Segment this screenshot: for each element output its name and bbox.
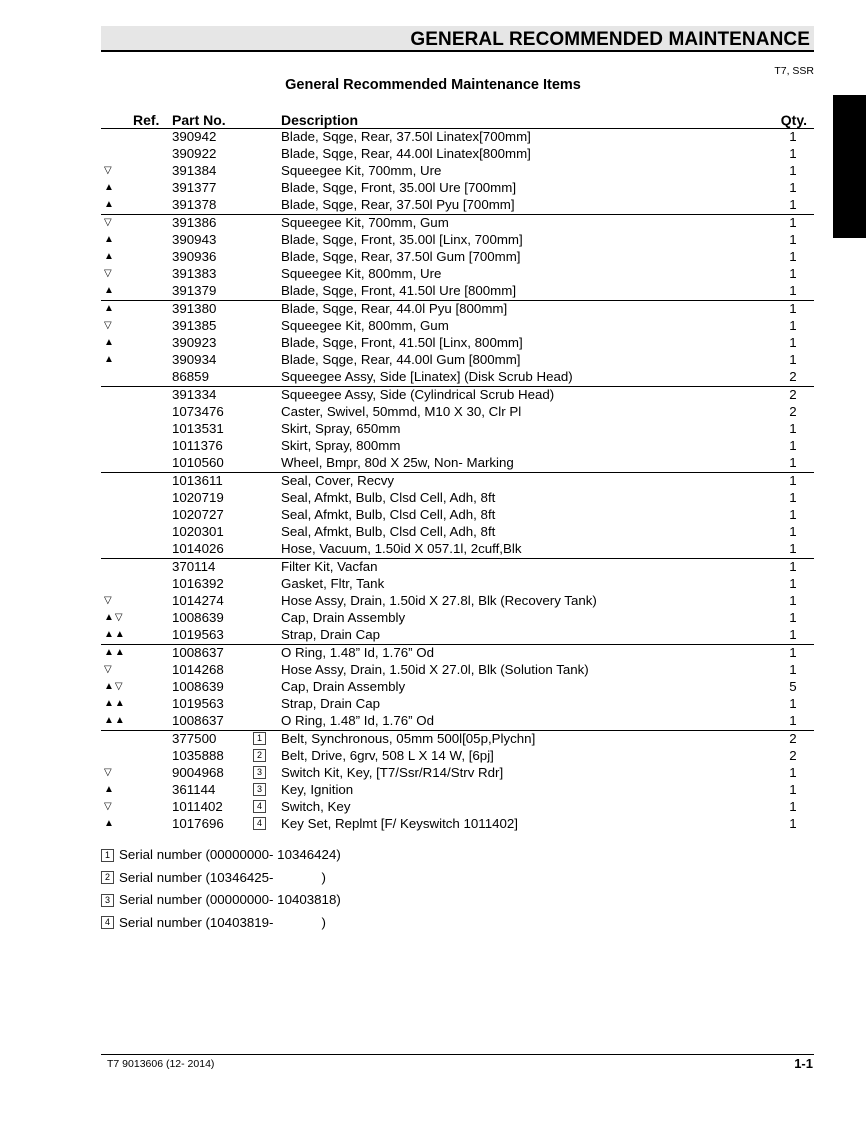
quantity: 1 xyxy=(789,765,797,780)
ref-symbol: ▽ xyxy=(104,320,113,331)
part-description: Squeegee Assy, Side [Linatex] (Disk Scrub Head) xyxy=(281,369,573,384)
part-description: Squeegee Kit, 800mm, Gum xyxy=(281,318,449,333)
ref-symbol: ▽ xyxy=(104,801,113,812)
part-number: 377500 xyxy=(172,731,217,746)
column-header-qty: Qty. xyxy=(780,112,807,128)
part-number: 391385 xyxy=(172,318,217,333)
quantity: 2 xyxy=(789,404,797,419)
table-row xyxy=(101,610,814,627)
ref-symbol: ▲ xyxy=(104,251,115,262)
part-description: Seal, Cover, Recvy xyxy=(281,473,395,488)
page-header-title: GENERAL RECOMMENDED MAINTENANCE xyxy=(410,29,810,50)
part-number: 391386 xyxy=(172,215,217,230)
footnote-text: Serial number (10403819- ) xyxy=(119,914,326,930)
quantity: 1 xyxy=(789,232,797,247)
table-row xyxy=(101,782,814,799)
part-number: 361144 xyxy=(172,782,216,797)
footnote-text: Serial number (10346425- ) xyxy=(119,869,326,885)
footnote-marker: 1 xyxy=(101,849,114,862)
footer-document-number: T7 9013606 (12- 2014) xyxy=(107,1058,215,1070)
quantity: 2 xyxy=(789,748,797,763)
footnote-marker: 2 xyxy=(101,871,114,884)
ref-symbol: ▲ xyxy=(104,784,115,795)
ref-symbol: ▲▲ xyxy=(104,715,126,726)
quantity: 1 xyxy=(789,335,797,350)
part-number: 390922 xyxy=(172,146,217,161)
part-number: 1020719 xyxy=(172,490,224,505)
part-number: 391383 xyxy=(172,266,217,281)
table-row xyxy=(101,679,814,696)
ref-symbol: ▲▽ xyxy=(104,612,124,623)
parts-table xyxy=(101,129,814,833)
part-number: 1017696 xyxy=(172,816,224,831)
part-number: 1020301 xyxy=(172,524,224,539)
header-bar xyxy=(101,26,814,52)
table-row xyxy=(101,490,814,507)
quantity: 1 xyxy=(789,490,797,505)
part-description: Seal, Afmkt, Bulb, Clsd Cell, Adh, 8ft xyxy=(281,490,496,505)
ref-symbol: ▽ xyxy=(104,664,113,675)
footer-page-number: 1-1 xyxy=(794,1056,813,1071)
ref-symbol: ▲ xyxy=(104,337,115,348)
quantity: 1 xyxy=(789,524,797,539)
part-description: Squeegee Kit, 700mm, Gum xyxy=(281,215,449,230)
part-number: 391380 xyxy=(172,301,217,316)
table-row xyxy=(101,283,814,301)
quantity: 2 xyxy=(789,731,797,746)
part-number: 390936 xyxy=(172,249,217,264)
quantity: 1 xyxy=(789,197,797,212)
serial-note-marker: 2 xyxy=(253,749,266,762)
serial-note-marker: 4 xyxy=(253,800,266,813)
ref-symbol: ▽ xyxy=(104,767,113,778)
table-row xyxy=(101,163,814,180)
table-row xyxy=(101,524,814,541)
quantity: 1 xyxy=(789,455,797,470)
footnote-item xyxy=(101,846,341,869)
quantity: 1 xyxy=(789,576,797,591)
part-number: 1008637 xyxy=(172,713,224,728)
quantity: 1 xyxy=(789,129,797,144)
quantity: 1 xyxy=(789,507,797,522)
table-row xyxy=(101,731,814,748)
part-number: 1010560 xyxy=(172,455,224,470)
part-number: 390943 xyxy=(172,232,217,247)
part-description: Cap, Drain Assembly xyxy=(281,610,406,625)
ref-symbol: ▽ xyxy=(104,595,113,606)
part-number: 1011376 xyxy=(172,438,223,453)
table-row xyxy=(101,438,814,455)
table-row xyxy=(101,541,814,559)
table-row xyxy=(101,593,814,610)
part-number: 1019563 xyxy=(172,696,224,711)
ref-symbol: ▲ xyxy=(104,199,115,210)
part-number: 390923 xyxy=(172,335,217,350)
quantity: 2 xyxy=(789,369,797,384)
part-description: Key, Ignition xyxy=(281,782,354,797)
part-description: Squeegee Kit, 700mm, Ure xyxy=(281,163,442,178)
table-row xyxy=(101,146,814,163)
table-row xyxy=(101,455,814,473)
footnotes xyxy=(101,846,341,936)
table-row xyxy=(101,404,814,421)
part-number: 1008637 xyxy=(172,645,224,660)
table-row xyxy=(101,713,814,731)
table-row xyxy=(101,352,814,369)
table-row xyxy=(101,318,814,335)
part-description: Filter Kit, Vacfan xyxy=(281,559,378,574)
part-description: Blade, Sqge, Rear, 37.50l Pyu [700mm] xyxy=(281,197,515,212)
serial-note-marker: 3 xyxy=(253,783,266,796)
table-row xyxy=(101,266,814,283)
part-description: Wheel, Bmpr, 80d X 25w, Non- Marking xyxy=(281,455,514,470)
quantity: 1 xyxy=(789,662,797,677)
part-description: Blade, Sqge, Rear, 44.0l Pyu [800mm] xyxy=(281,301,508,316)
part-description: Blade, Sqge, Rear, 37.50l Gum [700mm] xyxy=(281,249,521,264)
quantity: 1 xyxy=(789,180,797,195)
part-description: Blade, Sqge, Front, 35.00l Ure [700mm] xyxy=(281,180,517,195)
part-number: 1014268 xyxy=(172,662,224,677)
part-description: Switch, Key xyxy=(281,799,351,814)
ref-symbol: ▽ xyxy=(104,217,113,228)
quantity: 1 xyxy=(789,215,797,230)
footer-divider xyxy=(101,1054,814,1055)
model-tag: T7, SSR xyxy=(774,65,814,77)
table-row xyxy=(101,627,814,645)
quantity: 1 xyxy=(789,593,797,608)
quantity: 1 xyxy=(789,473,797,488)
ref-symbol: ▲▲ xyxy=(104,647,126,658)
part-description: Strap, Drain Cap xyxy=(281,696,381,711)
column-header-ref: Ref. xyxy=(133,112,160,128)
part-description: Strap, Drain Cap xyxy=(281,627,381,642)
table-row xyxy=(101,645,814,662)
part-number: 1016392 xyxy=(172,576,224,591)
part-description: Seal, Afmkt, Bulb, Clsd Cell, Adh, 8ft xyxy=(281,507,496,522)
part-description: Seal, Afmkt, Bulb, Clsd Cell, Adh, 8ft xyxy=(281,524,496,539)
quantity: 1 xyxy=(789,146,797,161)
table-row xyxy=(101,576,814,593)
part-description: Hose Assy, Drain, 1.50id X 27.8l, Blk (Recovery Tank) xyxy=(281,593,597,608)
part-number: 370114 xyxy=(172,559,216,574)
table-row xyxy=(101,748,814,765)
section-tab-marker xyxy=(833,95,866,238)
quantity: 1 xyxy=(789,249,797,264)
ref-symbol: ▲ xyxy=(104,285,115,296)
part-number: 1013531 xyxy=(172,421,224,436)
table-row xyxy=(101,387,814,404)
part-description: Gasket, Fltr, Tank xyxy=(281,576,385,591)
column-header-part: Part No. xyxy=(172,112,226,128)
quantity: 2 xyxy=(789,387,797,402)
part-description: Belt, Synchronous, 05mm 500l[05p,Plychn] xyxy=(281,731,536,746)
ref-symbol: ▲ xyxy=(104,354,115,365)
table-row xyxy=(101,816,814,833)
quantity: 1 xyxy=(789,645,797,660)
part-number: 390942 xyxy=(172,129,217,144)
footnote-text: Serial number (00000000- 10403818) xyxy=(119,892,341,907)
part-number: 391384 xyxy=(172,163,217,178)
part-number: 1073476 xyxy=(172,404,224,419)
part-number: 1008639 xyxy=(172,679,224,694)
part-number: 1014274 xyxy=(172,593,224,608)
ref-symbol: ▲ xyxy=(104,182,115,193)
part-number: 1008639 xyxy=(172,610,224,625)
serial-note-marker: 3 xyxy=(253,766,266,779)
quantity: 5 xyxy=(789,679,797,694)
quantity: 1 xyxy=(789,816,797,831)
part-description: Belt, Drive, 6grv, 508 L X 14 W, [6pj] xyxy=(281,748,494,763)
part-description: Blade, Sqge, Front, 41.50l [Linx, 800mm] xyxy=(281,335,523,350)
ref-symbol: ▲▽ xyxy=(104,681,124,692)
table-row xyxy=(101,301,814,318)
table-row xyxy=(101,335,814,352)
ref-symbol: ▲▲ xyxy=(104,629,126,640)
part-description: Hose, Vacuum, 1.50id X 057.1l, 2cuff,Blk xyxy=(281,541,522,556)
table-row xyxy=(101,197,814,215)
table-row xyxy=(101,799,814,816)
ref-symbol: ▲▲ xyxy=(104,698,126,709)
quantity: 1 xyxy=(789,610,797,625)
footnote-marker: 3 xyxy=(101,894,114,907)
part-number: 1020727 xyxy=(172,507,224,522)
quantity: 1 xyxy=(789,352,797,367)
part-description: Switch Kit, Key, [T7/Ssr/R14/Strv Rdr] xyxy=(281,765,504,780)
footnote-marker: 4 xyxy=(101,916,114,929)
table-header xyxy=(101,112,814,129)
table-row xyxy=(101,559,814,576)
part-number: 391378 xyxy=(172,197,217,212)
quantity: 1 xyxy=(789,163,797,178)
part-description: Blade, Sqge, Rear, 44.00l Linatex[800mm] xyxy=(281,146,531,161)
footnote-text: Serial number (00000000- 10346424) xyxy=(119,847,341,862)
quantity: 1 xyxy=(789,627,797,642)
table-row xyxy=(101,421,814,438)
quantity: 1 xyxy=(789,301,797,316)
serial-note-marker: 4 xyxy=(253,817,266,830)
quantity: 1 xyxy=(789,266,797,281)
quantity: 1 xyxy=(789,799,797,814)
quantity: 1 xyxy=(789,438,797,453)
part-number: 1014026 xyxy=(172,541,224,556)
part-description: Skirt, Spray, 800mm xyxy=(281,438,401,453)
part-number: 391377 xyxy=(172,180,217,195)
table-row xyxy=(101,473,814,490)
table-row xyxy=(101,765,814,782)
table-row xyxy=(101,180,814,197)
part-number: 1011402 xyxy=(172,799,223,814)
part-number: 1019563 xyxy=(172,627,224,642)
part-description: Hose Assy, Drain, 1.50id X 27.0l, Blk (Solution Tank) xyxy=(281,662,589,677)
part-number: 1035888 xyxy=(172,748,224,763)
part-number: 391334 xyxy=(172,387,217,402)
quantity: 1 xyxy=(789,283,797,298)
section-title: General Recommended Maintenance Items xyxy=(285,77,581,93)
part-number: 391379 xyxy=(172,283,217,298)
part-description: Caster, Swivel, 50mmd, M10 X 30, Clr Pl xyxy=(281,404,522,419)
part-description: Squeegee Kit, 800mm, Ure xyxy=(281,266,442,281)
part-number: 1013611 xyxy=(172,473,223,488)
quantity: 1 xyxy=(789,559,797,574)
table-row xyxy=(101,129,814,146)
quantity: 1 xyxy=(789,713,797,728)
table-row xyxy=(101,662,814,679)
part-number: 86859 xyxy=(172,369,209,384)
part-description: O Ring, 1.48” Id, 1.76” Od xyxy=(281,645,434,660)
part-description: Key Set, Replmt [F/ Keyswitch 1011402] xyxy=(281,816,518,831)
part-description: Skirt, Spray, 650mm xyxy=(281,421,401,436)
part-description: Squeegee Assy, Side (Cylindrical Scrub Head) xyxy=(281,387,555,402)
ref-symbol: ▽ xyxy=(104,165,113,176)
footnote-item xyxy=(101,914,341,937)
column-header-description: Description xyxy=(281,112,359,128)
quantity: 1 xyxy=(789,318,797,333)
table-row xyxy=(101,507,814,524)
table-row xyxy=(101,696,814,713)
quantity: 1 xyxy=(789,696,797,711)
part-description: Blade, Sqge, Front, 35.00l [Linx, 700mm] xyxy=(281,232,523,247)
table-row xyxy=(101,249,814,266)
part-number: 390934 xyxy=(172,352,217,367)
ref-symbol: ▲ xyxy=(104,303,115,314)
footnote-item xyxy=(101,869,341,892)
table-row xyxy=(101,369,814,387)
quantity: 1 xyxy=(789,541,797,556)
quantity: 1 xyxy=(789,782,797,797)
part-number: 9004968 xyxy=(172,765,224,780)
footnote-item xyxy=(101,891,341,914)
part-description: Cap, Drain Assembly xyxy=(281,679,406,694)
quantity: 1 xyxy=(789,421,797,436)
table-row xyxy=(101,232,814,249)
table-row xyxy=(101,215,814,232)
ref-symbol: ▲ xyxy=(104,234,115,245)
part-description: Blade, Sqge, Rear, 37.50l Linatex[700mm] xyxy=(281,129,531,144)
part-description: O Ring, 1.48” Id, 1.76” Od xyxy=(281,713,434,728)
ref-symbol: ▽ xyxy=(104,268,113,279)
serial-note-marker: 1 xyxy=(253,732,266,745)
part-description: Blade, Sqge, Front, 41.50l Ure [800mm] xyxy=(281,283,517,298)
part-description: Blade, Sqge, Rear, 44.00l Gum [800mm] xyxy=(281,352,521,367)
ref-symbol: ▲ xyxy=(104,818,115,829)
